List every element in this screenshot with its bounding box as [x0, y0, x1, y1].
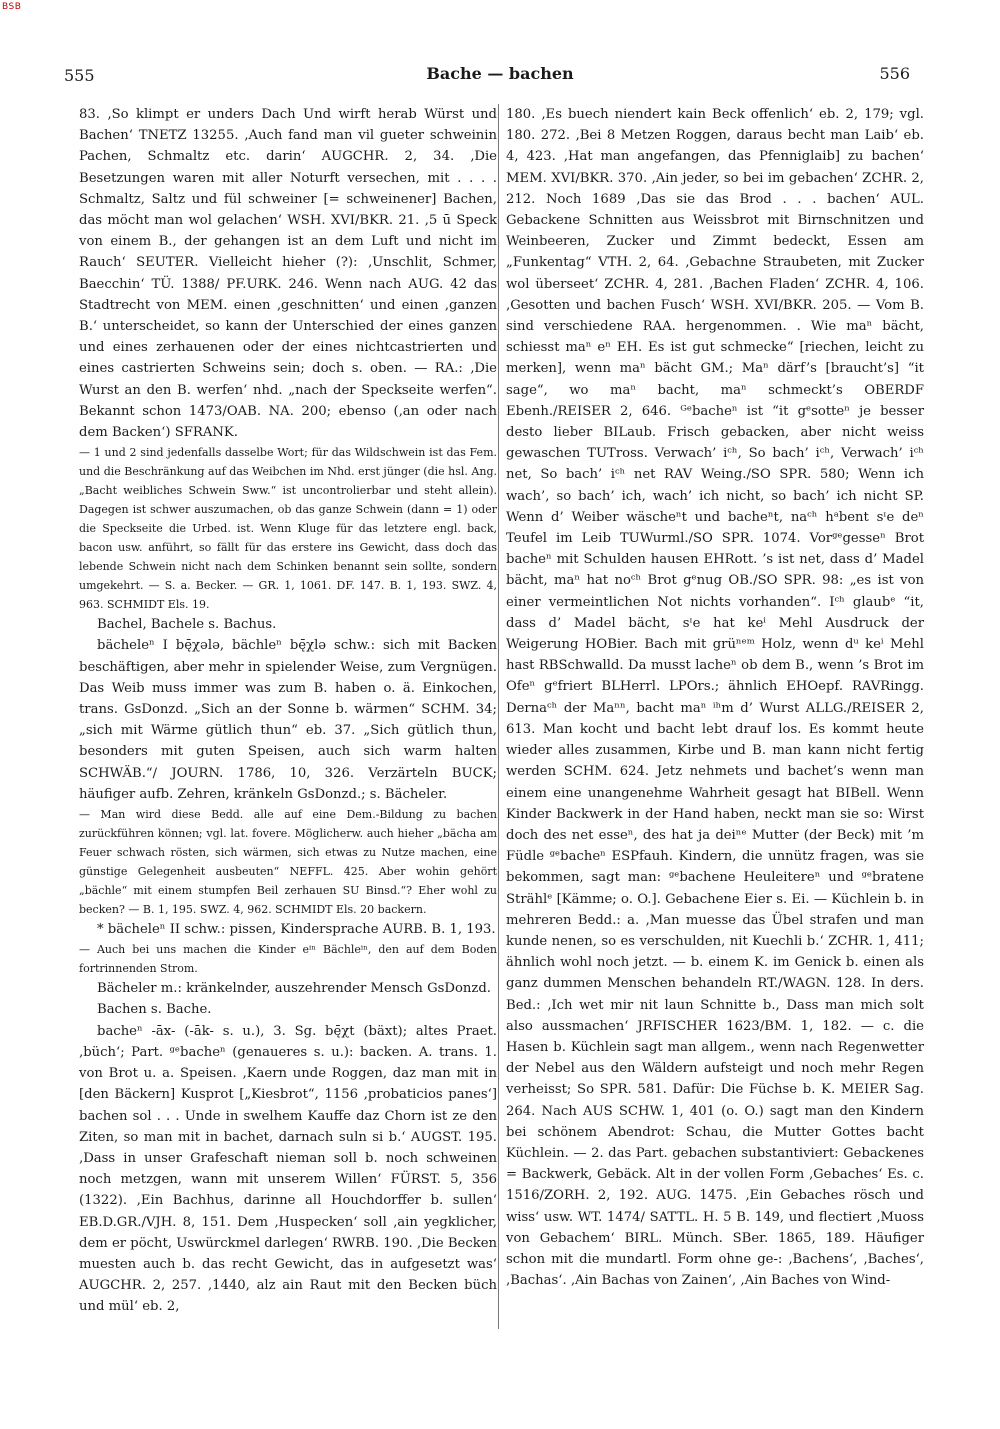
- page-header: [0, 64, 1000, 88]
- page-number-right: 556: [879, 64, 910, 83]
- paragraph: 83. ‚So klimpt er unders Dach Und wirft herab Würst und Bachen‘ TNETZ 13255. ‚Auch fand man vil gueter schweinin Pachen, Schmaltz etc. darin‘ AUGCHR. 2, 34. ‚Die Besetzungen waren mit aller Noturft versechen, mit . . . . Schmaltz, Saltz und fül schweiner [= schweinener] Bachen, das möcht man wol gelachen‘ WSH. XVI/BKR. 21. ‚5 ū Speck von einem B., der gehangen ist an dem Luft und nicht im Rauch‘ SEUTER. Vielleicht hieher (?): ‚Unschlit, Schmer, Baecchin‘ TÜ. 1388/ PF.URK. 246. Wenn nach AUG. 42 das Stadtrecht von MEM. einen ‚geschnitten‘ und einen ‚ganzen B.‘ unterscheidet, so kann der Unterschied der eines ganzen und eines zerhauenen oder der eines nichtcastrierten und eines castrierten Schweins sein; doch s. oben. — RA.: ‚Die Wurst an den B. werfen‘ nhd. „nach der Speckseite werfen“. Bekannt schon 1473/OAB. NA. 200; ebenso (‚an oder nach dem Backen‘) SFRANK.: [79, 107, 497, 441]
- paragraph: * bächeleⁿ II schw.: pissen, Kindersprache AURB. B. 1, 193.: [97, 922, 496, 938]
- column-divider: [498, 104, 499, 1329]
- paragraph: Bachen s. Bache.: [97, 1002, 212, 1018]
- paragraph: — Auch bei uns machen die Kinder eⁱⁿ Bächleⁱⁿ, den auf dem Boden fortrinnenden Strom.: [79, 943, 497, 976]
- paragraph: Bachel, Bachele s. Bachus.: [97, 617, 277, 633]
- left-column: [79, 104, 497, 1318]
- library-mark: BSB: [2, 2, 22, 12]
- paragraph: Bächeler m.: kränkelnder, auszehrender Mensch GsDonzd.: [97, 981, 491, 997]
- paragraph: bächeleⁿ I bę̄χələ, bächleⁿ bę̄χlə schw.: sich mit Backen beschäftigen, aber mehr in spielender Weise, zum Vergnügen. Das Weib muss immer was zum B. haben o. ä. Einkochen, trans. GsDonzd. „Sich an der Sonne b. wärmen“ SCHM. 34; „sich mit Wärme gütlich thun“ eb. 37. „Sich gütlich thun, besonders mit guten Speisen, auch sich warm halten SCHWÄB.“/ JOURN. 1786, 10, 326. Verzärteln BUCK; häufiger aufb. Zehren, kränkeln GsDonzd.; s. Bächeler.: [79, 638, 497, 802]
- paragraph: bacheⁿ -āx- (-āk- s. u.), 3. Sg. bę̄χt (bäxt); altes Praet. ‚büch‘; Part. ᵍᵉbacheⁿ (genaueres s. u.): backen. A. trans. 1. von Brot u. a. Speisen. ‚Kaern unde Roggen, daz man mit in [den Bäckern] Kusprot [„Kiesbrot“, 1156 ‚probaticios panes‘] bachen sol . . . Unde in swelhem Kauffe daz Chorn ist ze den Ziten, so man mit in bachet, darnach suln si b.‘ AUGST. 195. ‚Dass in unser Grafeschaft nieman soll b. noch schweinen noch metzgen, wann mit unserem Willen‘ FÜRST. 5, 356 (1322). ‚Ein Bachhus, darinne all Houchdorffer b. sullen‘ EB.D.GR./VJH. 8, 151. Dem ‚Huspecken‘ soll ‚ain yegklicher, dem er pöcht, Uswürckmel darlegen‘ RWRB. 190. ‚Die Becken muesten auch b. das recht Gewicht, das in aufgesetzt was‘ AUGCHR. 2, 257. ‚1440, alz ain Raut mit den Becken büch und mül‘ eb. 2,: [79, 1023, 497, 1315]
- running-headword: Bache — bachen: [426, 64, 574, 83]
- right-column: [506, 104, 924, 1291]
- paragraph: — 1 und 2 sind jedenfalls dasselbe Wort; für das Wildschwein ist das Fem. und die Beschränkung auf das Weibchen im Nhd. erst jünger (die hsl. Ang. „Bacht weibliches Schwein Sww.“ ist uncontrolierbar und steht allein). Dagegen ist schwer auszumachen, ob das ganze Schwein (dann = 1) oder die Speckseite die Urbed. ist. Wenn Kluge für das letztere engl. back, bacon usw. anführt, so fällt für das erstere ins Gewicht, dass doch das lebende Schwein nicht nach dem Schinken benannt sein sollte, sondern umgekehrt. — S. a. Becker. — GR. 1, 1061. DF. 147. B. 1, 193. SWZ. 4, 963. SCHMIDT Els. 19.: [79, 446, 497, 612]
- paragraph: — Man wird diese Bedd. alle auf eine Dem.-Bildung zu bachen zurückführen können; vgl. lat. fovere. Möglicherw. auch hieher „bächa am Feuer schwach rösten, sich wärmen, sich etwas zu Nutze machen, eine günstige Gelegenheit ausbeuten“ NEFFL. 425. Aber wohin gehört „bächle“ mit einem stumpfen Beil zerhauen SU Binsd.“? Eher wohl zu becken? — B. 1, 195. SWZ. 4, 962. SCHMIDT Els. 20 backern.: [79, 808, 497, 917]
- paragraph: 180. ‚Es buech niendert kain Beck offenlich‘ eb. 2, 179; vgl. 180. 272. ‚Bei 8 Metzen Roggen, daraus becht man Laib‘ eb. 4, 423. ‚Hat man angefangen, das Pfenniglaib] zu bachen‘ MEM. XVI/BKR. 370. ‚Ain jeder, so bei im gebachen‘ ZCHR. 2, 212. Noch 1689 ‚Das sie das Brod . . . bachen‘ AUL. Gebackene Schnitten aus Weissbrot mit Birnschnitzen und Weinbeeren, Zucker und Zimmt bedeckt, Essen am „Funkentag“ VTH. 2, 64. ‚Gebachne Straubeten, mit Zucker wol überseet‘ ZCHR. 4, 281. ‚Bachen Fladen‘ ZCHR. 4, 106. ‚Gesotten und bachen Fusch‘ WSH. XVI/BKR. 205. — Vom B. sind verschiedene RAA. hergenommen. . Wie maⁿ bächt, schiesst maⁿ eⁿ EH. Es ist gut schmecke“ [riechen, leicht zu merken], wenn maⁿ bächt GM.; Maⁿ därf’s [braucht’s] “it sage“, wo maⁿ bacht, maⁿ schmeckt’s OBERDF Ebenh./REISER 2, 646. ᴳᵉbacheⁿ ist “it gᵉsotteⁿ je besser desto lieber BILaub. Frisch gebacken, aber nicht weiss gewaschen TUTross. Verwach’ iᶜʰ, So bach’ iᶜʰ, Verwach’ iᶜʰ net, So bach’ iᶜʰ net RAV Weing./SO SPR. 580; Wenn ich wach’, so bach’ ich, wach’ ich nicht, so bach’ ich nicht SP. Wenn d’ Weiber wäscheⁿt und bacheⁿt, naᶜʰ hᵃbent sᶦe deⁿ Teufel im Leib TUWurml./SO SPR. 1074. Vorᵍᵉgesseⁿ Brot bacheⁿ mit Schulden hausen EHRott. ’s ist net, dass d’ Madel bächt, maⁿ hat noᶜʰ Brot gᵉnug OB./SO SPR. 98: „es ist von einer vermeintlichen Not nichts vorhanden“. Iᶜʰ glaubᵉ “it, dass d’ Madel bächt, sᶦe hat keⁱ Mehl Ausdruck der Weigerung HOBier. Bach mit grüⁿᵉᵐ Holz, wenn dᵘ keⁱ Mehl hast RBSchwalld. Da musst lacheⁿ ob dem B., wenn ’s Brot im Ofeⁿ gᵉfriert BLHerrl. LPOrs.; ähnlich EHOepf. RAVRingg. Dernaᶜʰ der Maⁿⁿ, bacht maⁿ ⁱʰm d’ Wurst ALLG./REISER 2, 613. Man kocht und bacht lebt drauf los. Es kommt heute wieder alles zusammen, Kirbe und B. man kann nicht fertig werden SCHM. 624. Jetz nehmets und bachet’s wenn man einem eine unangenehme Wahrheit gesagt hat BIBell. Wenn Kinder Backwerk in der Hand haben, neckt man sie so: Wirst doch des net esseⁿ, des hat ja deiⁿᵉ Mutter (der Beck) mit ’m Füdle ᵍᵉbacheⁿ ESPfauh. Kindern, die unnütz fragen, was sie bekommen, sagt man: ᵍᵉbachene Heuleitereⁿ und ᵍᵉbratene Strählᵉ [Kämme; o. O.]. Gebachene Eier s. Ei. — Küchlein b. in mehreren Bedd.: a. ‚Man muesse das Übel strafen und man kunde nenen, so es verschulden, nit Kuechli b.‘ ZCHR. 1, 411; ähnlich wohl noch jetzt. — b. einem K. im Genick b. einen als ganz dummen Menschen behandeln RT./WAGN. 128. In ders. Bed.: ‚Ich wet mir nit laun Schnitte b., Dass man mich solt also aussmachen‘ JRFISCHER 1623/BM. 1, 182. — c. die Hasen b. Küchlein sagt man allgem., wenn nach Regenwetter der Nebel aus den Wäldern aufsteigt und noch mehr Regen verheisst; So SPR. 581. Dafür: Die Füchse b. K. MEIER Sag. 264. Nach AUS SCHW. 1, 401 (o. O.) sagt man den Kindern bei schönem Abendrot: Schau, die Mutter Gottes bacht Küchlein. — 2. das Part. gebachen substantiviert: Gebackenes = Backwerk, Gebäck. Alt in der vollen Form ‚Gebaches‘ Es. c. 1516/ZORH. 2, 192. AUG. 1475. ‚Ein Gebaches rösch und wiss‘ usw. WT. 1474/ SATTL. H. 5 B. 149, und flectiert ‚Muoss von Gebachem‘ BIRL. Münch. SBer. 1865, 189. Häufiger schon mit die mundartl. Form ohne ge-: ‚Bachens‘, ‚Baches‘, ‚Bachas‘. ‚Ain Bachas von Zainen‘, ‚Ain Baches von Wind-: [506, 107, 924, 1289]
- page-number-left: 555: [64, 66, 95, 85]
